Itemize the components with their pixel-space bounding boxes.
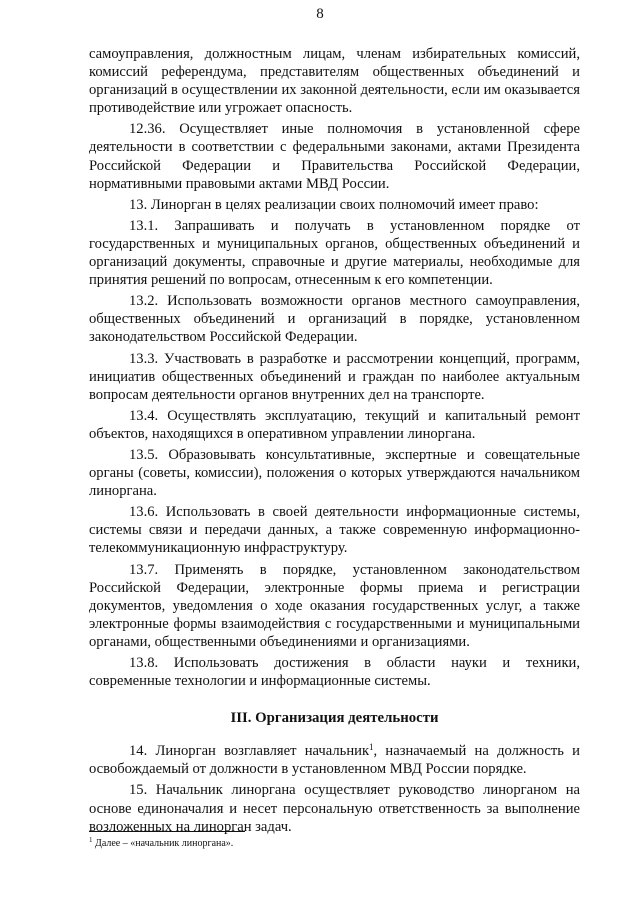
paragraph-13: 13. Линорган в целях реализации своих полномочий имеет право:	[129, 196, 539, 213]
footnote	[89, 838, 580, 850]
paragraph-14-end: , назначаемый на должность и освобождаемый от должности в установленном МВД России порядке.	[89, 743, 580, 778]
footnote-text: Далее – «начальник линоргана».	[92, 838, 234, 849]
page-number: 8	[316, 6, 324, 22]
paragraph-12-36: 12.36. Осуществляет иные полномочия в установленной сфере деятельности в соответствии с федеральными законами, актами Президента Российской Федерации и Правительства Российской Федерации, нормативными правовыми актами МВД России.	[89, 121, 580, 192]
footnote-separator	[89, 831, 245, 832]
paragraph-14-start: 14. Линорган возглавляет начальник	[129, 743, 370, 760]
section-heading: III. Организация деятельности	[230, 710, 439, 727]
paragraph-13-2: 13.2. Использовать возможности органов местного самоуправления, общественных объединений и организаций в порядке, установленном законодательством Российской Федерации.	[89, 293, 580, 346]
paragraph-13-8: 13.8. Использовать достижения в области науки и техники, современные технологии и информационные системы.	[89, 655, 580, 690]
footnote-mark: 1	[89, 836, 93, 844]
paragraph-13-5: 13.5. Образовывать консультативные, экспертные и совещательные органы (советы, комиссии), положения о которых утверждаются начальником линоргана.	[89, 446, 580, 500]
paragraph-13-4: 13.4. Осуществлять эксплуатацию, текущий и капитальный ремонт объектов, находящихся в оперативном управлении линоргана.	[89, 407, 580, 442]
paragraph-15: 15. Начальник линоргана осуществляет руководство линорганом на основе единоначалия и несет персональную ответственность за выполнение возложенных на линорган задач.	[89, 782, 580, 835]
paragraph-14	[89, 742, 580, 778]
paragraph-13-7: 13.7. Применять в порядке, установленном законодательством Российской Федерации, электронные формы приема и регистрации документов, уведомления о ходе оказания государственных услуг, а также электронные формы взаимодействия с государственными и муниципальными органами, общественными объединениями и организациями.	[89, 561, 580, 650]
paragraph-12-35-continuation: самоуправления, должностным лицам, членам избирательных комиссий, комиссий референдума, представителям общественных объединений и организаций в осуществлении их законной деятельности, если им оказывается противодействие или угрожает опасность.	[89, 46, 580, 117]
footnote-reference: 1	[369, 742, 374, 753]
paragraph-13-1: 13.1. Запрашивать и получать в установленном порядке от государственных и муниципальных органов, общественных объединений и организаций документы, справочные и другие материалы, необходимые для принятия решений по вопросам, отнесенным к его компетенции.	[89, 217, 580, 289]
paragraph-13-6: 13.6. Использовать в своей деятельности информационные системы, системы связи и передачи данных, а также современную информационно-телекоммуникационную инфраструктуру.	[89, 504, 580, 557]
paragraph-13-3: 13.3. Участвовать в разработке и рассмотрении концепций, программ, инициатив общественных объединений и граждан по наиболее актуальным вопросам деятельности органов внутренних дел на транспорте.	[89, 350, 580, 403]
document-body	[89, 45, 580, 836]
